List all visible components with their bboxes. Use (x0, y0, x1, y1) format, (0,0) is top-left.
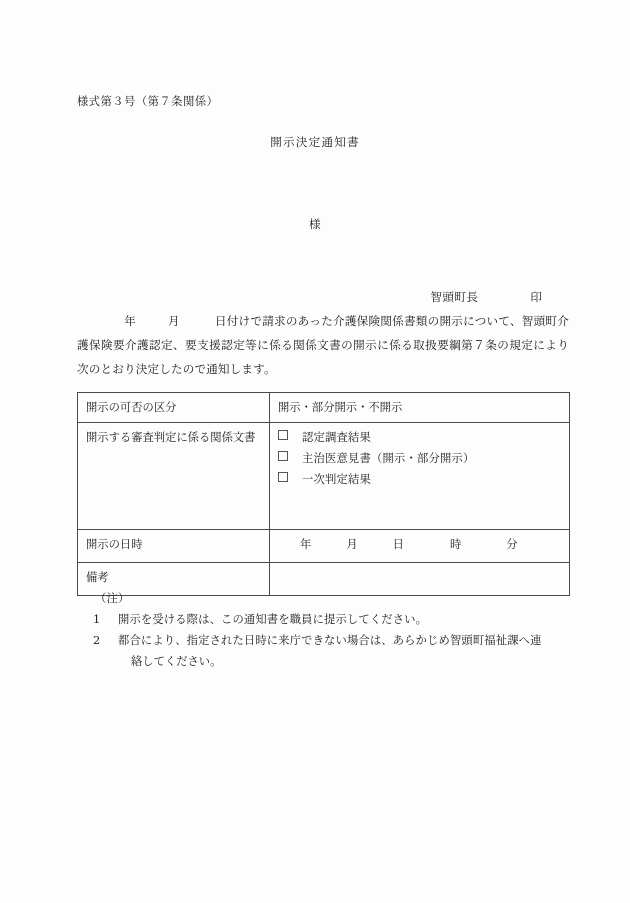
body-paragraph (77, 309, 569, 381)
datetime-unit-month: 月 (346, 538, 358, 551)
table-row (78, 423, 570, 530)
disclosure-decision-table (77, 392, 570, 596)
row-label-disclosure-datetime: 開示の日時 (78, 530, 270, 563)
date-blank-month: 月 (167, 314, 180, 328)
note-number: 2 (93, 634, 101, 647)
table-row (78, 530, 570, 563)
issuer-name: 智頭町長 (430, 290, 479, 304)
datetime-unit-year: 年 (300, 538, 312, 551)
row-label-related-documents: 開示する審査判定に係る関係文書 (78, 423, 270, 530)
row-value-disclosure-datetime (270, 530, 570, 563)
row-label-disclosure-category: 開示の可否の区分 (78, 393, 270, 423)
list-item[interactable] (278, 427, 562, 448)
datetime-unit-hour: 時 (449, 538, 462, 551)
notes-heading: （注） (95, 592, 130, 605)
row-value-related-documents (270, 423, 570, 530)
checkbox-label: 一次判定結果 (302, 473, 371, 486)
checkbox-icon[interactable] (278, 430, 288, 440)
page-title: 開示決定通知書 (270, 135, 360, 149)
checkbox-icon[interactable] (278, 451, 288, 461)
note-text: 開示を受ける際は、この通知書を職員に提示してください。 (118, 613, 428, 626)
note-number: 1 (93, 613, 101, 626)
list-item[interactable] (278, 448, 562, 469)
checkbox-label: 主治医意見書（開示・部分開示） (302, 452, 475, 465)
datetime-unit-day: 日 (392, 538, 404, 551)
addressee-honorific: 様 (309, 217, 321, 231)
checkbox-icon[interactable] (278, 472, 288, 482)
notes-section (77, 588, 569, 672)
datetime-blank-slots (278, 534, 562, 555)
note-item (93, 630, 569, 651)
issuer-seal-mark: 印 (530, 290, 543, 304)
date-blank-year: 年 (124, 314, 136, 328)
paragraph-text: 日付けで請求のあった介護保険関係書類の開示について、智頭町介護保険要介護認定、要支援認定等に係る関係文書の開示に係る取扱要綱第７条の規定により次のとおり決定したので通知します。 (77, 314, 569, 376)
table-row (78, 393, 570, 423)
datetime-unit-minute: 分 (506, 538, 518, 551)
row-value-disclosure-category: 開示・部分開示・不開示 (270, 393, 570, 423)
document-checkbox-list (278, 427, 562, 490)
row-label-remarks: 備考 (78, 563, 270, 596)
form-number: 様式第３号（第７条関係） (77, 95, 219, 108)
checkbox-label: 認定調査結果 (302, 431, 371, 444)
note-text: 都合により、指定された日時に来庁できない場合は、あらかじめ智頭町福祉課へ連 (118, 634, 542, 647)
note-text-continuation: 絡してください。 (131, 655, 222, 668)
note-item (93, 609, 569, 630)
list-item[interactable] (278, 469, 562, 490)
